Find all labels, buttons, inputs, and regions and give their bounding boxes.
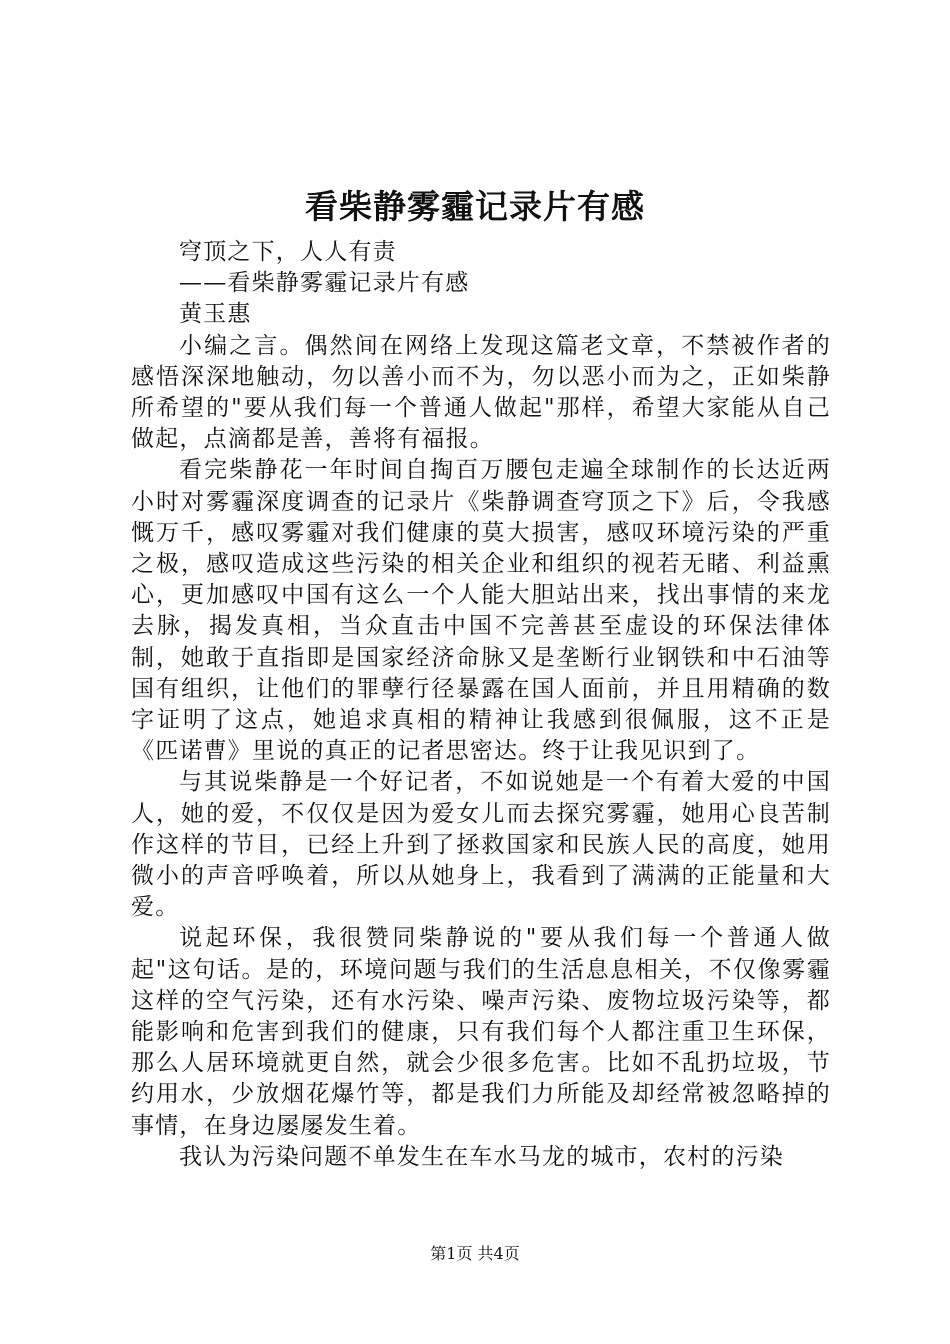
document-title: 看柴静雾霾记录片有感 bbox=[305, 187, 645, 226]
paragraph: 小编之言。偶然间在网络上发现这篇老文章，不禁被作者的感悟深深地触动，勿以善小而不为，勿以恶小而为之，正如柴静所希望的"要从我们每一个普通人做起"那样，希望大家能从自己做起，点滴都是善，善将有福报。 bbox=[131, 332, 831, 453]
subtitle-line: ——看柴静雾霾记录片有感 bbox=[179, 270, 470, 297]
document-body bbox=[131, 237, 831, 1173]
subtitle-line: 穹顶之下，人人有责 bbox=[179, 239, 397, 265]
author-name: 黄玉惠 bbox=[179, 301, 252, 328]
paragraph: 与其说柴静是一个好记者，不如说她是一个有着大爱的中国人，她的爱，不仅仅是因为爱女儿而去探究雾霾，她用心良苦制作这样的节目，已经上升到了拯救国家和民族人民的高度，她用微小的声音呼唤着，所以从她身上，我看到了满满的正能量和大爱。 bbox=[131, 769, 831, 921]
paragraph: 说起环保，我很赞同柴静说的"要从我们每一个普通人做起"这句话。是的，环境问题与我们的生活息息相关，不仅像雾霾这样的空气污染，还有水污染、噪声污染、废物垃圾污染等，都能影响和危害到我们的健康，只有我们每个人都注重卫生环保，那么人居环境就更自然，就会少很多危害。比如不乱扔垃圾，节约用水，少放烟花爆竹等，都是我们力所能及却经常被忽略掉的事情，在身边屡屡发生着。 bbox=[131, 925, 831, 1139]
paragraph: 看完柴静花一年时间自掏百万腰包走遍全球制作的长达近两小时对雾霾深度调查的记录片《柴静调查穹顶之下》后，令我感慨万千，感叹雾霾对我们健康的莫大损害，感叹环境污染的严重之极，感叹造成这些污染的相关企业和组织的视若无睹、利益熏心，更加感叹中国有这么一个人能大胆站出来，找出事情的来龙去脉，揭发真相，当众直击中国不完善甚至虚设的环保法律体制，她敢于直指即是国家经济命脉又是垄断行业钢铁和中石油等国有组织，让他们的罪孽行径暴露在国人面前，并且用精确的数字证明了这点，她追求真相的精神让我感到很佩服，这不正是《匹诺曹》里说的真正的记者思密达。终于让我见识到了。 bbox=[131, 457, 831, 765]
page-number-footer: 第1页 共4页 bbox=[430, 1244, 520, 1263]
paragraph: 我认为污染问题不单发生在车水马龙的城市，农村的污染 bbox=[179, 1143, 784, 1170]
